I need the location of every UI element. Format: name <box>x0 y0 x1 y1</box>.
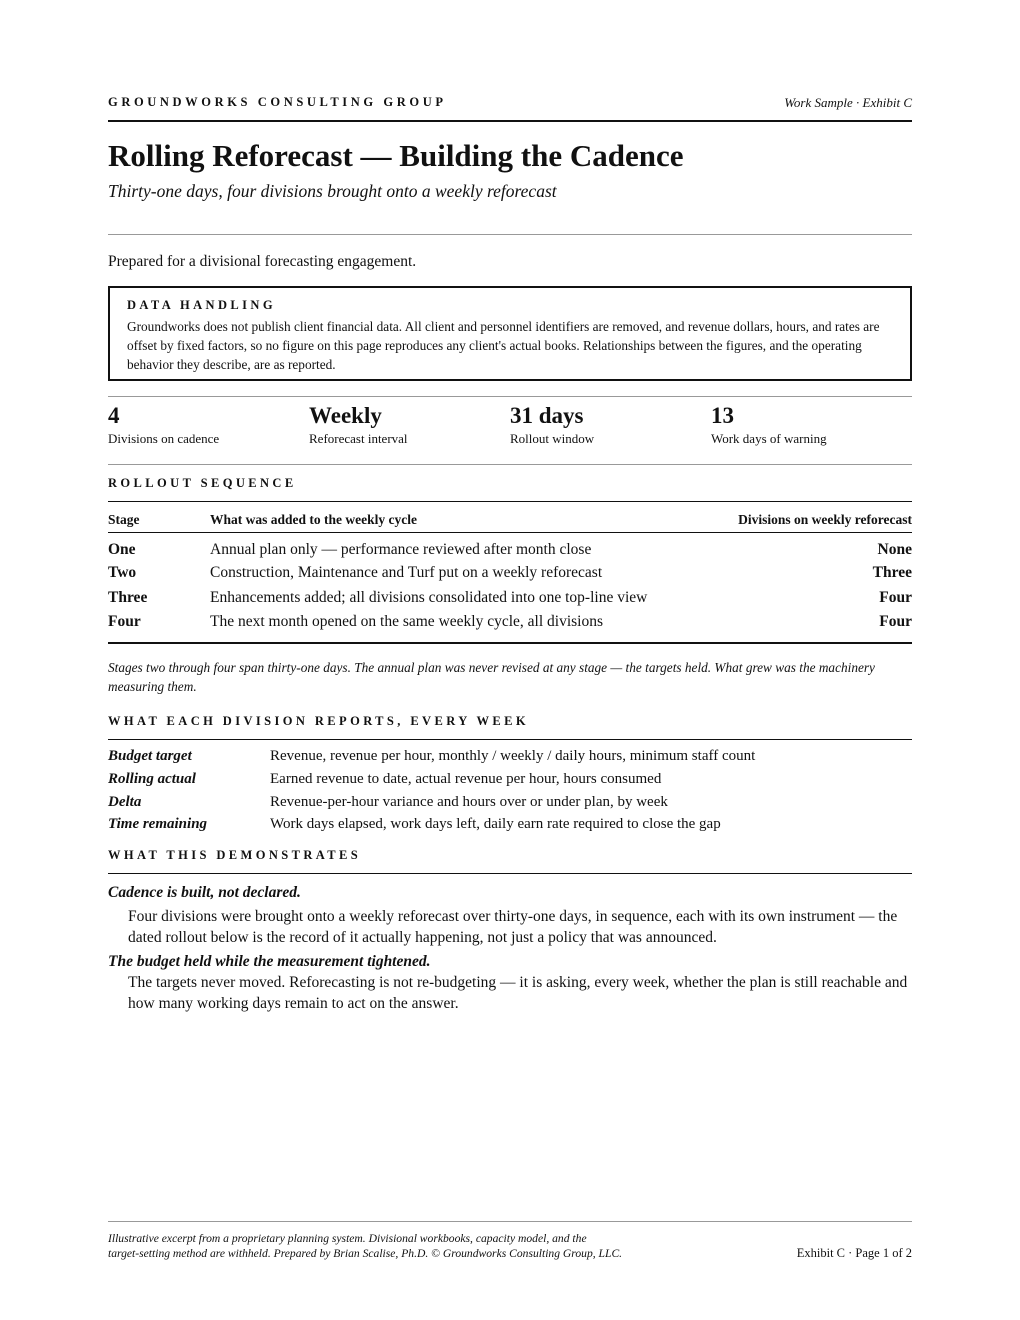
claim-title: The budget held while the measurement tightened. <box>108 953 431 970</box>
column-header-stage: Stage <box>108 512 140 527</box>
table-row <box>108 564 912 588</box>
divisions-cell: Three <box>872 564 912 581</box>
report-term: Rolling actual <box>108 771 196 787</box>
rollout-table-header <box>108 512 912 533</box>
claim-body: Four divisions were brought onto a weekly reforecast over thirty-one days, in sequence, each with its own instrument — the dated rollout below is the record of it actually happening, not just a policy that was announced. <box>128 908 898 946</box>
added-cell: Enhancements added; all divisions consolidated into one top-line view <box>210 589 648 606</box>
report-definition: Revenue, revenue per hour, monthly / weekly / daily hours, minimum staff count <box>270 748 756 764</box>
stage-cell: One <box>108 541 136 558</box>
footer-rule <box>108 1221 912 1222</box>
section-heading-reports: WHAT EACH DIVISION REPORTS, EVERY WEEK <box>108 714 529 728</box>
stat-interval <box>309 402 509 447</box>
report-definition: Revenue-per-hour variance and hours over or under plan, by week <box>270 794 668 810</box>
report-term: Delta <box>108 794 142 810</box>
list-item <box>108 794 912 816</box>
footer-note-line: target-setting method are withheld. Prepared by Brian Scalise, Ph.D. © Groundworks Consulting Group, LLC. <box>108 1247 623 1260</box>
table-row <box>108 589 912 613</box>
table-bottom-rule <box>108 642 912 644</box>
data-handling-text: Groundworks does not publish client financial data. All client and personnel identifiers are removed, and revenue dollars, hours, and rates are offset by fixed factors, so no figure on this page reproduces any client's actual books. Relationships between the figures, and the operating behavior they describe, are as reported. <box>127 319 880 372</box>
stage-cell: Two <box>108 564 137 581</box>
stat-window <box>510 402 710 447</box>
stage-cell: Four <box>108 613 141 630</box>
report-definition: Work days elapsed, work days left, daily earn rate required to close the gap <box>270 816 721 832</box>
document-page <box>108 0 912 1320</box>
firm-name: GROUNDWORKS CONSULTING GROUP <box>108 95 447 109</box>
footer-note <box>108 1231 708 1261</box>
divisions-cell: None <box>877 541 912 558</box>
report-definition: Earned revenue to date, actual revenue per hour, hours consumed <box>270 771 662 787</box>
exhibit-tag: Work Sample · Exhibit C <box>784 95 912 110</box>
divisions-cell: Four <box>879 589 912 606</box>
data-handling-label: DATA HANDLING <box>127 298 276 312</box>
report-term: Budget target <box>108 748 192 764</box>
rollout-note: Stages two through four span thirty-one days. The annual plan was never revised at any stage — the targets held. What grew was the machinery measuring them. <box>108 660 875 694</box>
page-number: Exhibit C · Page 1 of 2 <box>796 1246 912 1260</box>
column-header-added: What was added to the weekly cycle <box>210 512 417 527</box>
section-heading-rollout: ROLLOUT SEQUENCE <box>108 476 297 490</box>
table-row <box>108 613 912 637</box>
list-item <box>108 771 912 793</box>
table-row <box>108 541 912 565</box>
stat-label: Rollout window <box>510 431 595 446</box>
prepared-for: Prepared for a divisional forecasting engagement. <box>108 253 417 270</box>
section-rule <box>108 739 912 740</box>
stat-value: 13 <box>711 403 734 428</box>
report-term: Time remaining <box>108 816 208 832</box>
stat-divisions <box>108 402 308 447</box>
stage-cell: Three <box>108 589 148 606</box>
stat-label: Reforecast interval <box>309 431 408 446</box>
stat-label: Divisions on cadence <box>108 431 220 446</box>
claim-title: Cadence is built, not declared. <box>108 884 301 901</box>
added-cell: Annual plan only — performance reviewed after month close <box>210 541 592 558</box>
added-cell: The next month opened on the same weekly cycle, all divisions <box>210 613 603 630</box>
list-item <box>108 816 912 838</box>
stat-value: 31 days <box>510 403 584 428</box>
divider <box>108 234 912 235</box>
stat-value: 4 <box>108 403 120 428</box>
key-stats <box>108 396 912 465</box>
section-rule <box>108 501 912 502</box>
stat-warning <box>711 402 911 447</box>
stat-value: Weekly <box>309 403 382 428</box>
divisions-cell: Four <box>879 613 912 630</box>
claim-body: The targets never moved. Reforecasting is not re-budgeting — it is asking, every week, whether the plan is still reachable and how many working days remain to act on the answer. <box>128 974 908 1012</box>
data-handling-box <box>108 286 912 381</box>
list-item <box>108 748 912 770</box>
masthead <box>108 94 912 122</box>
page-title: Rolling Reforecast — Building the Cadence <box>108 138 684 173</box>
footer-note-line: Illustrative excerpt from a proprietary planning system. Divisional workbooks, capacity model, and the <box>108 1232 587 1245</box>
added-cell: Construction, Maintenance and Turf put on a weekly reforecast <box>210 564 603 581</box>
section-heading-demonstrates: WHAT THIS DEMONSTRATES <box>108 848 362 862</box>
page-subtitle: Thirty-one days, four divisions brought onto a weekly reforecast <box>108 181 557 201</box>
column-header-divisions: Divisions on weekly reforecast <box>738 512 912 527</box>
section-rule <box>108 873 912 874</box>
stat-label: Work days of warning <box>711 431 827 446</box>
